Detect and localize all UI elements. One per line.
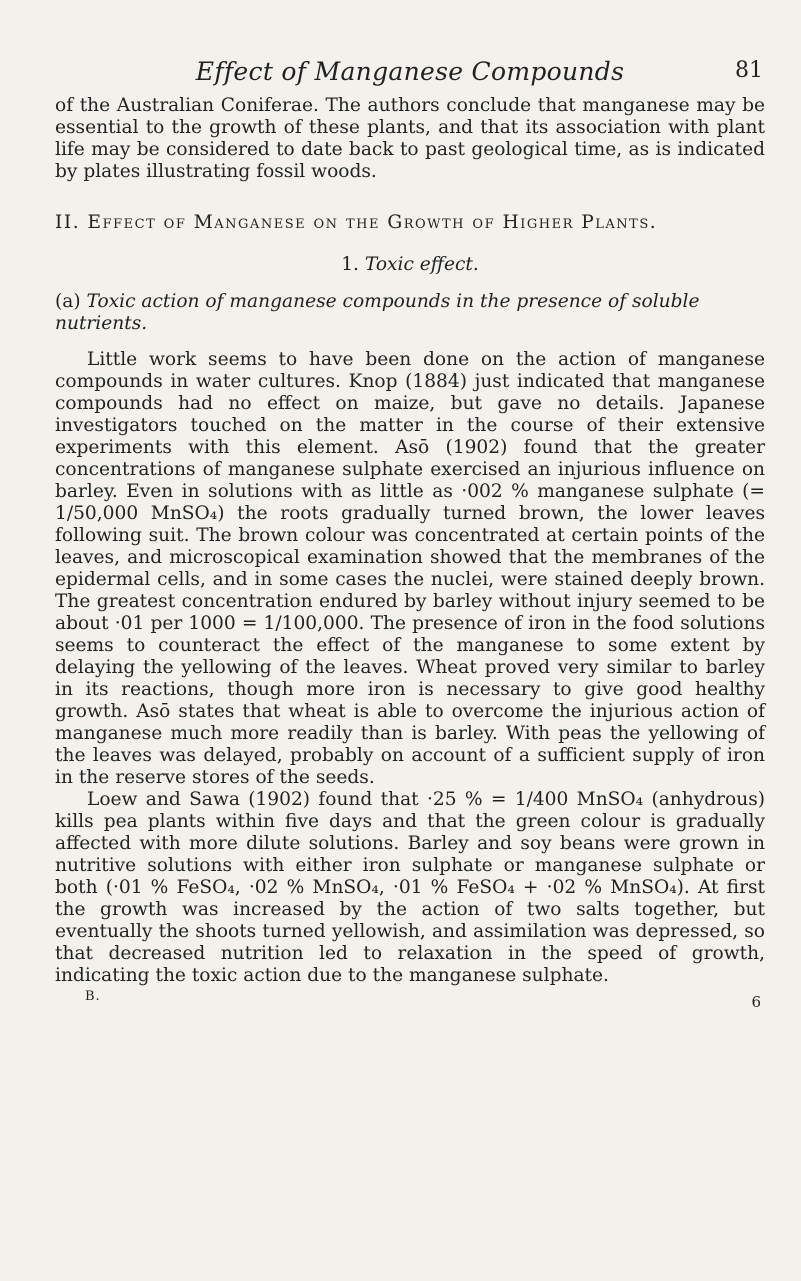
subsection-number: 1.: [341, 254, 359, 275]
body-paragraph-2: Loew and Sawa (1902) found that ·25 % = 1/400 MnSO₄ (anhydrous) kills pea plants within five days and that the green colour is gradually affected with more dilute solutions. Barley and soy beans were grown in nutritive solutions with either iron sulphate or manganese sulphate or both (·01 % FeSO₄, ·02 % MnSO₄, ·01 % FeSO₄ + ·02 % MnSO₄). At first the growth was increased by the action of two salts together, but eventually the shoots turned yellowish, and assimilation was depressed, so that decreased nutrition led to relaxation in the speed of growth, indicating the toxic action due to the manganese sulphate.: [55, 789, 765, 986]
signature-mark: B.: [85, 989, 101, 1004]
continuation-paragraph: of the Australian Coniferae. The authors conclude that manganese may be essential to the growth of these plants, and that its association with plant life may be considered to date back to past geological time, as is indicated by plates illustrating fossil woods.: [55, 95, 765, 182]
section-heading-text: Effect of Manganese on the Growth of Higher Plants.: [87, 212, 658, 233]
running-head: [55, 55, 765, 91]
running-title: Effect of Manganese Compounds: [195, 57, 625, 86]
book-page: [55, 55, 765, 1009]
section-heading-number: II.: [55, 212, 81, 233]
body-paragraph-1: Little work seems to have been done on the action of manganese compounds in water cultures. Knop (1884) just indicated that manganese compounds had no effect on maize, but gave no details. Japanese investigators touched on the matter in the course of their extensive experiments with this element. Asō (1902) found that the greater concentrations of manganese sulphate exercised an injurious influence on barley. Even in solutions with as little as ·002 % manganese sulphate (= 1/50,000 MnSO₄) the roots gradually turned brown, the lower leaves following suit. The brown colour was concentrated at certain points of the leaves, and microscopical examination showed that the membranes of the epidermal cells, and in some cases the nuclei, were stained deeply brown. The greatest concentration endured by barley without injury seemed to be about ·01 per 1000 = 1/100,000. The presence of iron in the food solutions seems to counteract the effect of the manganese to some extent by delaying the yellowing of the leaves. Wheat proved very similar to barley in its reactions, though more iron is necessary to give good healthy growth. Asō states that wheat is able to overcome the injurious action of manganese much more readily than is barley. With peas the yellowing of the leaves was delayed, probably on account of a sufficient supply of iron in the reserve stores of the seeds.: [55, 349, 765, 788]
section-heading: [55, 211, 765, 235]
subsection-title: Toxic effect.: [364, 254, 479, 275]
subsection-heading: [55, 253, 765, 277]
subsubsection-title: Toxic action of manganese compounds in the presence of soluble nutrients.: [55, 291, 700, 334]
subsubsection-heading: [55, 291, 765, 335]
body-text: [55, 349, 765, 987]
page-footer: [55, 989, 765, 1009]
subsubsection-label: (a): [55, 291, 81, 312]
sheet-number: 6: [751, 993, 761, 1011]
page-number: 81: [735, 58, 763, 83]
